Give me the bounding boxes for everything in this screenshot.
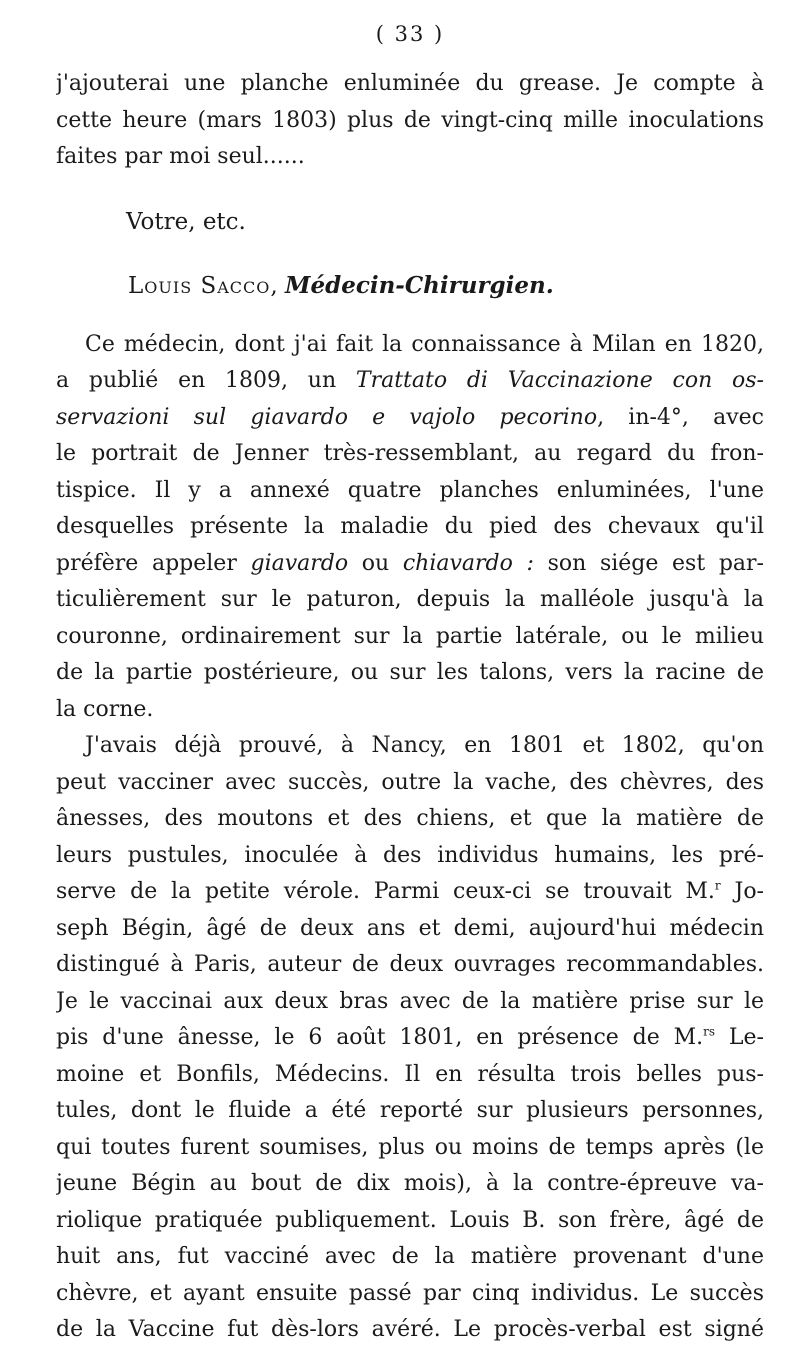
text-line: couronne, ordinairement sur la partie latérale, ou le milieu xyxy=(56,623,764,649)
text-line xyxy=(56,874,764,911)
superscript: r xyxy=(714,878,721,893)
text-line: le portrait de Jenner très-ressemblant, au regard du fron- xyxy=(56,441,764,466)
text-line: seph Bégin, âgé de deux ans et demi, aujourd'hui médecin xyxy=(56,915,764,941)
text-run: préfère appeler xyxy=(56,550,251,576)
text-line: jeune Bégin au bout de dix mois), à la contre-épreuve va- xyxy=(56,1171,764,1196)
text-line: j'ajouterai une planche enluminée du grease. Je compte à xyxy=(56,71,764,96)
signature-separator: , xyxy=(270,273,278,299)
text-line: riolique pratiquée publiquement. Louis B. son frère, âgé de xyxy=(56,1207,764,1233)
text-line: tispice. Il y a annexé quatre planches enluminées, l'une xyxy=(56,477,764,503)
text-run: Jo- xyxy=(720,879,764,904)
page-number: ( 33 ) xyxy=(375,22,445,46)
book-title: Trattato di Vaccinazione con os- xyxy=(355,368,764,393)
text-run: a publié en 1809, un xyxy=(56,368,356,393)
text-run: son siége est par- xyxy=(533,550,764,576)
italic-term: giavardo xyxy=(250,550,349,576)
text-run: pis d'une ânesse, le 6 août 1801, en présence de M. xyxy=(56,1025,704,1050)
text-line: qui toutes furent soumises, plus ou moins de temps après (le xyxy=(56,1134,764,1160)
text-line: chèvre, et ayant ensuite passé par cinq individus. Le succès xyxy=(56,1280,764,1306)
closing: Votre, etc. xyxy=(126,208,246,235)
text-line: peut vacciner avec succès, outre la vache, des chèvres, des xyxy=(56,769,764,795)
text-line xyxy=(56,1020,764,1057)
text-run: , in-4°, avec xyxy=(597,404,764,430)
text-line: tules, dont le fluide a été reporté sur plusieurs personnes, xyxy=(56,1098,764,1123)
italic-term: chiavardo : xyxy=(402,550,534,576)
text-line: ânesses, des moutons et des chiens, et que la matière de xyxy=(56,806,764,831)
text-line: huit ans, fut vacciné avec de la matière provenant d'une xyxy=(56,1244,764,1269)
text-line xyxy=(56,400,764,437)
text-line xyxy=(56,363,764,400)
text-run: Le- xyxy=(715,1025,764,1050)
superscript: rs xyxy=(703,1024,716,1039)
signature-name: Louis Sacco xyxy=(128,273,271,299)
text-line: la corne. xyxy=(56,696,154,722)
text-run: serve de la petite vérole. Parmi ceux-ci se trouvait M. xyxy=(56,879,715,904)
text-line: moine et Bonfils, Médecins. Il en résulta trois belles pus- xyxy=(56,1061,764,1087)
signature xyxy=(56,268,764,305)
letter-end xyxy=(56,66,764,305)
paragraph-1 xyxy=(56,327,764,729)
text-line: Ce médecin, dont j'ai fait la connaissance à Milan en 1820, xyxy=(85,331,764,357)
text-line: J'avais déjà prouvé, à Nancy, en 1801 et 1802, qu'on xyxy=(85,733,764,758)
signature-title: Médecin-Chirurgien. xyxy=(285,272,554,299)
text-line: de la Vaccine fut dès-lors avéré. Le procès-verbal est signé xyxy=(56,1317,764,1342)
paragraph-2 xyxy=(56,728,764,1349)
text-run: ou xyxy=(348,550,403,576)
text-line: leurs pustules, inoculée à des individus humains, les pré- xyxy=(56,842,764,868)
text-line: cette heure (mars 1803) plus de vingt-cinq mille inoculations xyxy=(56,107,764,133)
book-title: servazioni sul giavardo e vajolo pecorino xyxy=(56,404,598,430)
text-line: de la partie postérieure, ou sur les talons, vers la racine de xyxy=(56,660,764,685)
text-line xyxy=(56,546,764,583)
text-line: Je le vaccinai aux deux bras avec de la matière prise sur le xyxy=(56,988,764,1014)
text-line: faites par moi seul...... xyxy=(56,144,305,169)
text-line: distingué à Paris, auteur de deux ouvrages recommandables. xyxy=(56,952,764,977)
text-line: desquelles présente la maladie du pied des chevaux qu'il xyxy=(56,514,764,539)
text-line: ticulièrement sur le paturon, depuis la malléole jusqu'à la xyxy=(56,587,764,612)
